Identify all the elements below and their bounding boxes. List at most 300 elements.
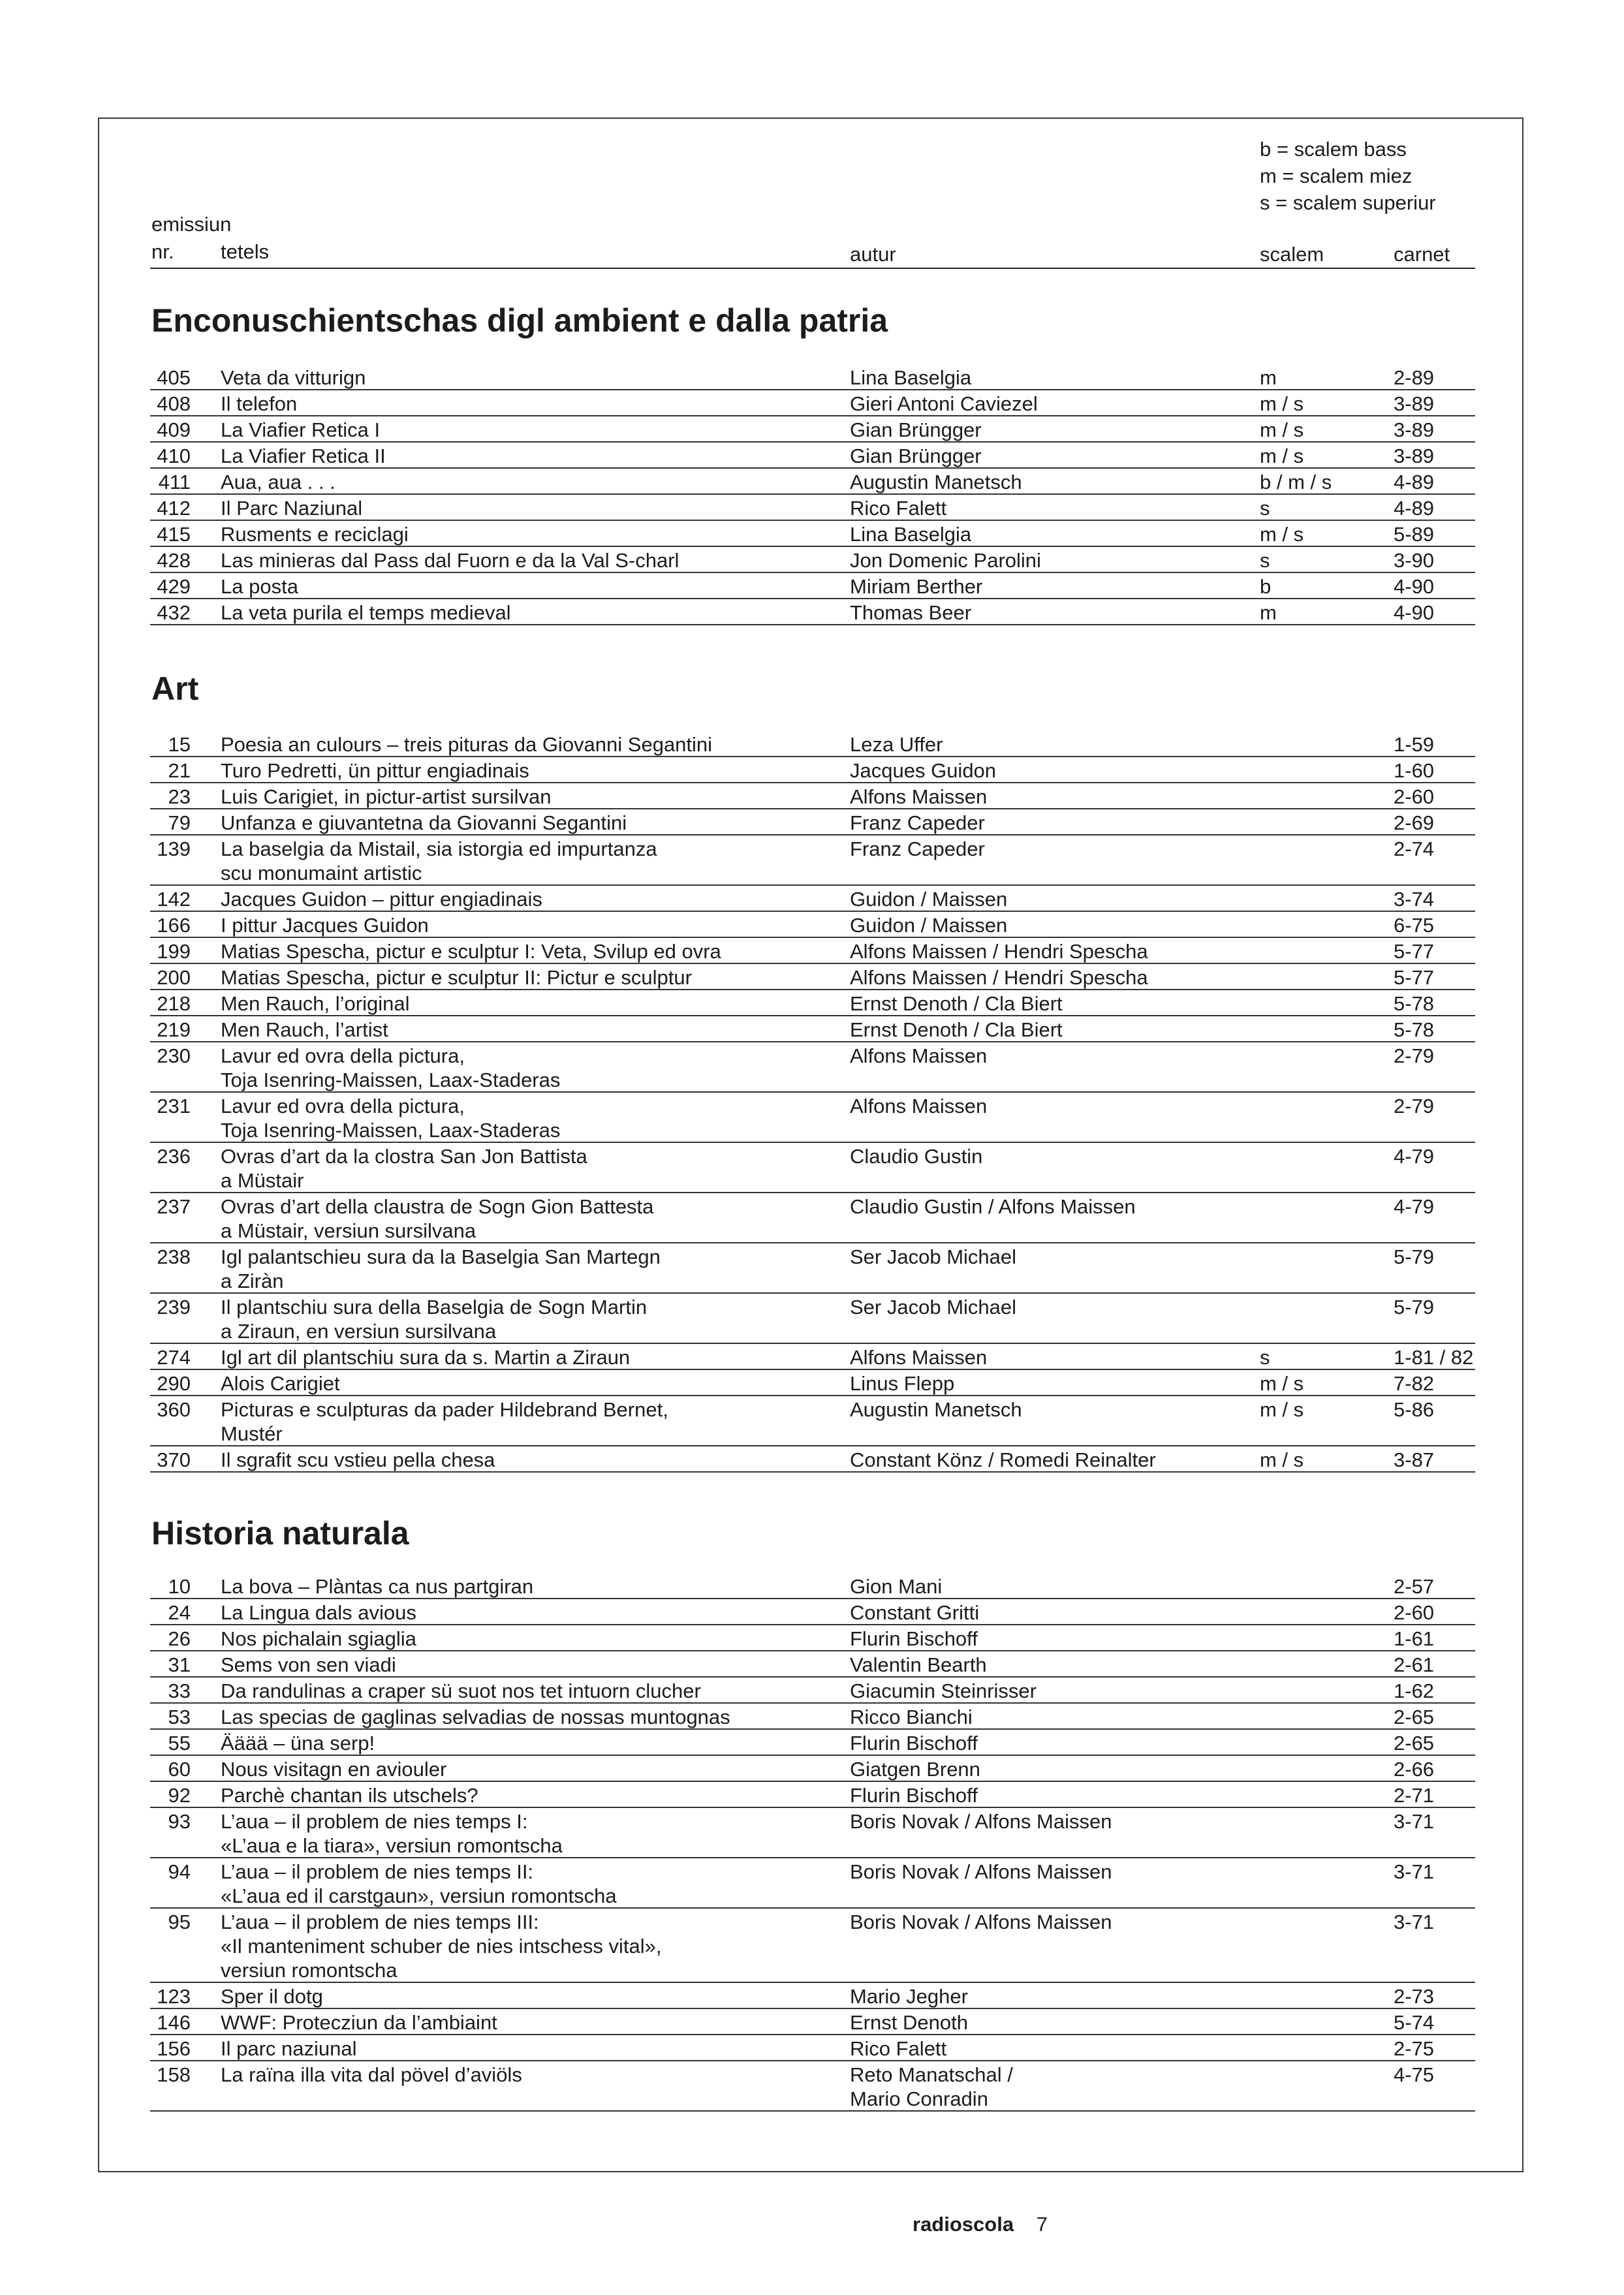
author-cell: [850, 991, 1063, 1016]
table-row: [150, 757, 1475, 783]
carnet-cell: 2-69: [1394, 811, 1435, 834]
author-cell: [850, 811, 985, 835]
carnet-cell: 4-90: [1394, 575, 1435, 598]
header-carnet: carnet: [1394, 243, 1450, 266]
title-cell: [221, 1809, 563, 1858]
title-line: La veta purila el temps medieval: [221, 601, 511, 624]
table-row: [150, 1599, 1475, 1625]
carnet-cell: 5-74: [1394, 2011, 1435, 2034]
header-rule: [150, 268, 1475, 269]
author-line: Alfons Maissen / Hendri Spescha: [850, 966, 1148, 989]
title-line: Lavur ed ovra della pictura,: [221, 1044, 465, 1067]
carnet-cell: 5-77: [1394, 940, 1435, 963]
header-nr: nr.: [151, 240, 174, 263]
title-cell: [221, 1653, 396, 1677]
title-line: Parchè chantan ils utschels?: [221, 1784, 478, 1807]
title-line: Il sgrafit scu vstieu pella chesa: [221, 1448, 495, 1471]
title-line: Matias Spescha, pictur e sculptur II: Pictur e sculptur: [221, 966, 692, 989]
title-line: WWF: Protecziun da l’ambiaint: [221, 2011, 497, 2034]
author-cell: [850, 1144, 982, 1168]
carnet-cell: 2-75: [1394, 2037, 1435, 2060]
carnet-cell: 2-89: [1394, 366, 1435, 389]
author-cell: [850, 470, 1022, 494]
title-line: Il telefon: [221, 392, 298, 415]
title-cell: [221, 939, 721, 963]
scalem-cell: m / s: [1260, 523, 1304, 546]
author-cell: [850, 1910, 1112, 1934]
emissiun-number: 55: [168, 1732, 191, 1755]
author-cell: [850, 1600, 979, 1625]
title-line: «L’aua ed il carstgaun», versiun romontscha: [221, 1884, 617, 1907]
scalem-cell: m: [1260, 601, 1277, 624]
carnet-cell: 4-79: [1394, 1145, 1435, 1168]
title-cell: [221, 1731, 375, 1755]
author-cell: [850, 1397, 1022, 1422]
emissiun-number: 409: [157, 418, 191, 441]
title-cell: [221, 2010, 497, 2035]
author-cell: [850, 1809, 1112, 1834]
title-cell: [221, 1860, 617, 1908]
emissiun-number: 156: [157, 2037, 191, 2060]
author-line: Thomas Beer: [850, 601, 972, 624]
title-cell: [221, 574, 298, 599]
author-line: Jacques Guidon: [850, 759, 997, 782]
title-cell: [221, 1397, 668, 1446]
title-cell: [221, 1910, 661, 1982]
table-row: [150, 912, 1475, 938]
author-cell: [850, 418, 982, 442]
section-table-art: [150, 731, 1475, 1473]
carnet-cell: 4-90: [1394, 601, 1435, 624]
table-row: [150, 2061, 1475, 2112]
author-cell: [850, 574, 982, 599]
carnet-cell: 2-65: [1394, 1732, 1435, 1755]
emissiun-number: 230: [157, 1044, 191, 1067]
table-row: [150, 2009, 1475, 2035]
emissiun-number: 31: [168, 1653, 191, 1676]
carnet-cell: 3-71: [1394, 1810, 1435, 1833]
title-cell: [221, 392, 297, 416]
title-line: Unfanza e giuvantetna da Giovanni Segantini: [221, 811, 627, 834]
emissiun-number: 410: [157, 445, 191, 467]
header-scalem: scalem: [1260, 243, 1324, 266]
title-cell: [221, 548, 679, 572]
emissiun-number: 218: [157, 992, 191, 1015]
table-row: [150, 731, 1475, 757]
carnet-cell: 2-65: [1394, 1706, 1435, 1728]
carnet-cell: 1-60: [1394, 759, 1435, 782]
header-emissiun: emissiun: [151, 213, 232, 236]
author-line: Guidon / Maissen: [850, 888, 1008, 911]
author-line: Alfons Maissen / Hendri Spescha: [850, 940, 1148, 963]
author-line: Boris Novak / Alfons Maissen: [850, 1810, 1112, 1833]
table-row: [150, 1782, 1475, 1808]
author-line: Reto Manatschal /: [850, 2063, 1013, 2086]
emissiun-number: 53: [168, 1706, 191, 1728]
emissiun-number: 405: [157, 366, 191, 389]
title-line: versiun romontscha: [221, 1959, 398, 1982]
emissiun-number: 238: [157, 1245, 191, 1268]
title-cell: [221, 887, 542, 911]
title-line: Ovras d’art della claustra de Sogn Gion Battesta: [221, 1195, 654, 1218]
emissiun-number: 236: [157, 1145, 191, 1168]
table-row: [150, 1370, 1475, 1396]
emissiun-number: 146: [157, 2011, 191, 2034]
emissiun-number: 23: [168, 785, 191, 808]
table-row: [150, 599, 1475, 625]
emissiun-number: 219: [157, 1018, 191, 1041]
carnet-cell: 3-74: [1394, 888, 1435, 911]
carnet-cell: 2-74: [1394, 837, 1435, 860]
title-cell: [221, 2063, 522, 2087]
carnet-cell: 2-66: [1394, 1758, 1435, 1781]
emissiun-number: 26: [168, 1627, 191, 1650]
title-cell: [221, 1345, 630, 1369]
author-line: Gian Brüngger: [850, 445, 982, 467]
carnet-cell: 3-89: [1394, 392, 1435, 415]
emissiun-number: 274: [157, 1346, 191, 1369]
title-line: a Müstair: [221, 1169, 304, 1192]
title-cell: [221, 732, 712, 757]
carnet-cell: 3-71: [1394, 1860, 1435, 1883]
author-cell: [850, 1984, 968, 2008]
title-line: Igl palantschieu sura da la Baselgia San Martegn: [221, 1245, 661, 1268]
table-row: [150, 1730, 1475, 1756]
author-line: Gieri Antoni Caviezel: [850, 392, 1038, 415]
title-cell: [221, 1144, 587, 1193]
emissiun-number: 200: [157, 966, 191, 989]
title-line: La Viafier Retica II: [221, 445, 386, 467]
emissiun-number: 429: [157, 575, 191, 598]
table-row: [150, 1396, 1475, 1446]
title-cell: [221, 1194, 653, 1243]
title-cell: [221, 496, 362, 520]
carnet-cell: 5-77: [1394, 966, 1435, 989]
author-line: Miriam Berther: [850, 575, 983, 598]
author-line: Lina Baselgia: [850, 523, 972, 546]
table-row: [150, 1573, 1475, 1599]
author-cell: [850, 392, 1038, 416]
title-line: Ääää – üna serp!: [221, 1732, 375, 1755]
table-row: [150, 573, 1475, 599]
title-line: Nous visitagn en aviouler: [221, 1758, 447, 1781]
scalem-cell: m / s: [1260, 1448, 1304, 1471]
title-line: Toja Isenring-Maissen, Laax-Staderas: [221, 1119, 561, 1142]
title-line: Las minieras dal Pass dal Fuorn e da la Val S-charl: [221, 549, 679, 572]
emissiun-number: 142: [157, 888, 191, 911]
author-line: Augustin Manetsch: [850, 1398, 1022, 1421]
title-line: Il parc naziunal: [221, 2037, 357, 2060]
carnet-cell: 2-57: [1394, 1575, 1435, 1598]
carnet-cell: 4-75: [1394, 2063, 1435, 2086]
author-line: Claudio Gustin: [850, 1145, 983, 1168]
author-line: Flurin Bischoff: [850, 1732, 978, 1755]
scalem-cell: m: [1260, 366, 1277, 389]
section-title-historia: Historia naturala: [151, 1515, 409, 1552]
emissiun-number: 290: [157, 1372, 191, 1395]
author-cell: [850, 1653, 987, 1677]
carnet-cell: 6-75: [1394, 914, 1435, 937]
title-line: Aua, aua . . .: [221, 471, 336, 493]
author-line: Franz Capeder: [850, 811, 985, 834]
carnet-cell: 2-79: [1394, 1095, 1435, 1117]
scalem-cell: s: [1260, 497, 1270, 520]
author-line: Mario Conradin: [850, 2087, 988, 2110]
author-line: Alfons Maissen: [850, 1095, 988, 1117]
section-table-ambient: [150, 364, 1475, 625]
title-line: La Lingua dals avious: [221, 1601, 416, 1624]
legend-miez: m = scalem miez: [1260, 164, 1413, 187]
table-row: [150, 469, 1475, 495]
carnet-cell: 2-60: [1394, 785, 1435, 808]
author-cell: [850, 496, 946, 520]
author-cell: [850, 887, 1007, 911]
title-line: scu monumaint artistic: [221, 862, 422, 884]
author-line: Ser Jacob Michael: [850, 1296, 1017, 1319]
carnet-cell: 2-60: [1394, 1601, 1435, 1624]
author-line: Constant Könz / Romedi Reinalter: [850, 1448, 1156, 1471]
author-line: Gion Mani: [850, 1575, 943, 1598]
scalem-cell: m / s: [1260, 418, 1304, 441]
table-row: [150, 964, 1475, 990]
title-cell: [221, 1295, 647, 1343]
title-line: Toja Isenring-Maissen, Laax-Staderas: [221, 1069, 561, 1091]
author-cell: [850, 1345, 987, 1369]
title-line: Il Parc Naziunal: [221, 497, 363, 520]
author-line: Constant Gritti: [850, 1601, 980, 1624]
author-line: Alfons Maissen: [850, 785, 988, 808]
author-line: Rico Falett: [850, 2037, 947, 2060]
title-cell: [221, 811, 627, 835]
table-row: [150, 990, 1475, 1016]
table-row: [150, 1344, 1475, 1370]
title-line: Sper il dotg: [221, 1985, 323, 2008]
title-line: Jacques Guidon – pittur engiadinais: [221, 888, 542, 911]
title-line: Lavur ed ovra della pictura,: [221, 1095, 465, 1117]
title-cell: [221, 1044, 560, 1092]
title-line: Men Rauch, l’artist: [221, 1018, 388, 1041]
table-row: [150, 364, 1475, 390]
table-row: [150, 443, 1475, 469]
author-cell: [850, 913, 1007, 937]
table-row: [150, 1625, 1475, 1651]
title-cell: [221, 1600, 416, 1625]
scalem-cell: m / s: [1260, 445, 1304, 467]
table-row: [150, 1704, 1475, 1730]
author-line: Claudio Gustin / Alfons Maissen: [850, 1195, 1136, 1218]
author-cell: [850, 444, 982, 468]
author-line: Giatgen Brenn: [850, 1758, 980, 1781]
title-cell: [221, 758, 529, 783]
carnet-cell: 1-81 / 82: [1394, 1346, 1474, 1369]
title-line: La Viafier Retica I: [221, 418, 381, 441]
carnet-cell: 5-89: [1394, 523, 1435, 546]
author-cell: [850, 785, 987, 809]
author-cell: [850, 1194, 1136, 1219]
title-line: Matias Spescha, pictur e sculptur I: Veta, Svilup ed ovra: [221, 940, 721, 963]
title-cell: [221, 1984, 323, 2008]
author-line: Ernst Denoth / Cla Biert: [850, 1018, 1063, 1041]
table-row: [150, 495, 1475, 521]
title-line: Veta da vitturign: [221, 366, 366, 389]
title-cell: [221, 366, 366, 390]
title-line: La bova – Plàntas ca nus partgiran: [221, 1575, 534, 1598]
author-line: Leza Uffer: [850, 733, 943, 756]
emissiun-number: 10: [168, 1575, 191, 1598]
title-line: a Ziraun, en versiun sursilvana: [221, 1320, 497, 1343]
legend-bass: b = scalem bass: [1260, 138, 1407, 161]
title-cell: [221, 913, 429, 937]
title-line: L’aua – il problem de nies temps III:: [221, 1911, 539, 1933]
author-cell: [850, 1448, 1156, 1472]
carnet-cell: 4-89: [1394, 471, 1435, 493]
emissiun-number: 415: [157, 523, 191, 546]
author-cell: [850, 1783, 978, 1807]
title-line: Turo Pedretti, ün pittur engiadinais: [221, 759, 529, 782]
header-autur: autur: [850, 243, 896, 266]
table-row: [150, 416, 1475, 443]
table-row: [150, 1243, 1475, 1294]
author-cell: [850, 965, 1148, 990]
carnet-cell: 4-89: [1394, 497, 1435, 520]
scalem-cell: m / s: [1260, 1398, 1304, 1421]
section-title-art: Art: [151, 670, 199, 707]
emissiun-number: 428: [157, 549, 191, 572]
emissiun-number: 370: [157, 1448, 191, 1471]
table-row: [150, 547, 1475, 573]
carnet-cell: 3-90: [1394, 549, 1435, 572]
author-cell: [850, 1245, 1016, 1269]
title-line: Il plantschiu sura della Baselgia de Sogn Martin: [221, 1296, 648, 1319]
author-line: Linus Flepp: [850, 1372, 955, 1395]
author-cell: [850, 837, 985, 861]
emissiun-number: 95: [168, 1911, 191, 1933]
author-cell: [850, 548, 1041, 572]
table-row: [150, 1808, 1475, 1858]
emissiun-number: 237: [157, 1195, 191, 1218]
carnet-cell: 3-89: [1394, 418, 1435, 441]
author-line: Ernst Denoth: [850, 2011, 968, 2034]
title-line: «L’aua e la tiara», versiun romontscha: [221, 1834, 563, 1857]
scalem-cell: s: [1260, 549, 1270, 572]
header-tetels: tetels: [221, 240, 270, 263]
carnet-cell: 1-62: [1394, 1679, 1435, 1702]
legend-superiur: s = scalem superiur: [1260, 191, 1436, 214]
author-cell: [850, 1679, 1037, 1703]
carnet-cell: 3-87: [1394, 1448, 1435, 1471]
author-cell: [850, 939, 1148, 963]
author-cell: [850, 522, 971, 546]
author-line: Flurin Bischoff: [850, 1627, 978, 1650]
table-row: [150, 1983, 1475, 2009]
author-line: Rico Falett: [850, 497, 947, 520]
title-line: L’aua – il problem de nies temps II:: [221, 1860, 534, 1883]
table-row: [150, 1093, 1475, 1143]
title-cell: [221, 470, 336, 494]
author-cell: [850, 2063, 1013, 2111]
carnet-cell: 5-78: [1394, 992, 1435, 1015]
title-line: Mustér: [221, 1422, 283, 1445]
title-cell: [221, 1371, 340, 1396]
carnet-cell: 5-78: [1394, 1018, 1435, 1041]
title-line: Nos pichalain sgiaglia: [221, 1627, 416, 1650]
title-cell: [221, 1627, 416, 1651]
title-line: Da randulinas a craper sü suot nos tet intuorn clucher: [221, 1679, 701, 1702]
title-cell: [221, 522, 409, 546]
author-line: Ricco Bianchi: [850, 1706, 973, 1728]
author-line: Alfons Maissen: [850, 1346, 988, 1369]
title-line: Picturas e sculpturas da pader Hildebrand Bernet,: [221, 1398, 668, 1421]
author-line: Guidon / Maissen: [850, 914, 1008, 937]
title-cell: [221, 418, 380, 442]
table-row: [150, 938, 1475, 964]
section-title-ambient: Enconuschientschas digl ambient e dalla patria: [151, 302, 888, 339]
title-line: L’aua – il problem de nies temps I:: [221, 1810, 528, 1833]
carnet-cell: 7-82: [1394, 1372, 1435, 1395]
emissiun-number: 166: [157, 914, 191, 937]
emissiun-number: 93: [168, 1810, 191, 1833]
title-cell: [221, 785, 552, 809]
carnet-cell: 5-79: [1394, 1245, 1435, 1268]
table-row: [150, 1446, 1475, 1473]
emissiun-number: 360: [157, 1398, 191, 1421]
page-footer: [913, 2213, 1048, 2236]
author-line: Boris Novak / Alfons Maissen: [850, 1911, 1112, 1933]
section-table-historia: [150, 1573, 1475, 2112]
emissiun-number: 33: [168, 1679, 191, 1702]
emissiun-number: 123: [157, 1985, 191, 2008]
title-cell: [221, 1245, 661, 1293]
title-line: Poesia an culours – treis pituras da Giovanni Segantini: [221, 733, 713, 756]
author-line: Ernst Denoth / Cla Biert: [850, 992, 1063, 1015]
emissiun-number: 408: [157, 392, 191, 415]
title-line: I pittur Jacques Guidon: [221, 914, 429, 937]
title-cell: [221, 991, 409, 1016]
scale-legend: [1260, 136, 1436, 216]
table-row: [150, 886, 1475, 912]
emissiun-number: 60: [168, 1758, 191, 1781]
table-row: [150, 2035, 1475, 2061]
title-cell: [221, 837, 657, 885]
author-cell: [850, 2037, 946, 2061]
table-row: [150, 1143, 1475, 1193]
page-number: 7: [1036, 2213, 1048, 2236]
title-line: La posta: [221, 575, 298, 598]
title-cell: [221, 1783, 478, 1807]
table-row: [150, 1858, 1475, 1909]
author-cell: [850, 1371, 954, 1396]
author-line: Augustin Manetsch: [850, 471, 1022, 493]
author-cell: [850, 2010, 968, 2035]
title-line: Ovras d’art da la clostra San Jon Battista: [221, 1145, 587, 1168]
footer-brand: radioscola: [913, 2213, 1014, 2236]
title-cell: [221, 1705, 730, 1729]
scalem-cell: b / m / s: [1260, 471, 1332, 493]
title-cell: [221, 1574, 533, 1599]
carnet-cell: 2-61: [1394, 1653, 1435, 1676]
emissiun-number: 94: [168, 1860, 191, 1883]
emissiun-number: 158: [157, 2063, 191, 2086]
title-line: Rusments e reciclagi: [221, 523, 409, 546]
carnet-cell: 1-61: [1394, 1627, 1435, 1650]
author-line: Valentin Bearth: [850, 1653, 987, 1676]
title-cell: [221, 1094, 560, 1142]
emissiun-number: 199: [157, 940, 191, 963]
carnet-cell: 2-79: [1394, 1044, 1435, 1067]
title-line: «Il manteniment schuber de nies intschess vital»,: [221, 1935, 662, 1958]
author-line: Lina Baselgia: [850, 366, 972, 389]
author-cell: [850, 366, 971, 390]
